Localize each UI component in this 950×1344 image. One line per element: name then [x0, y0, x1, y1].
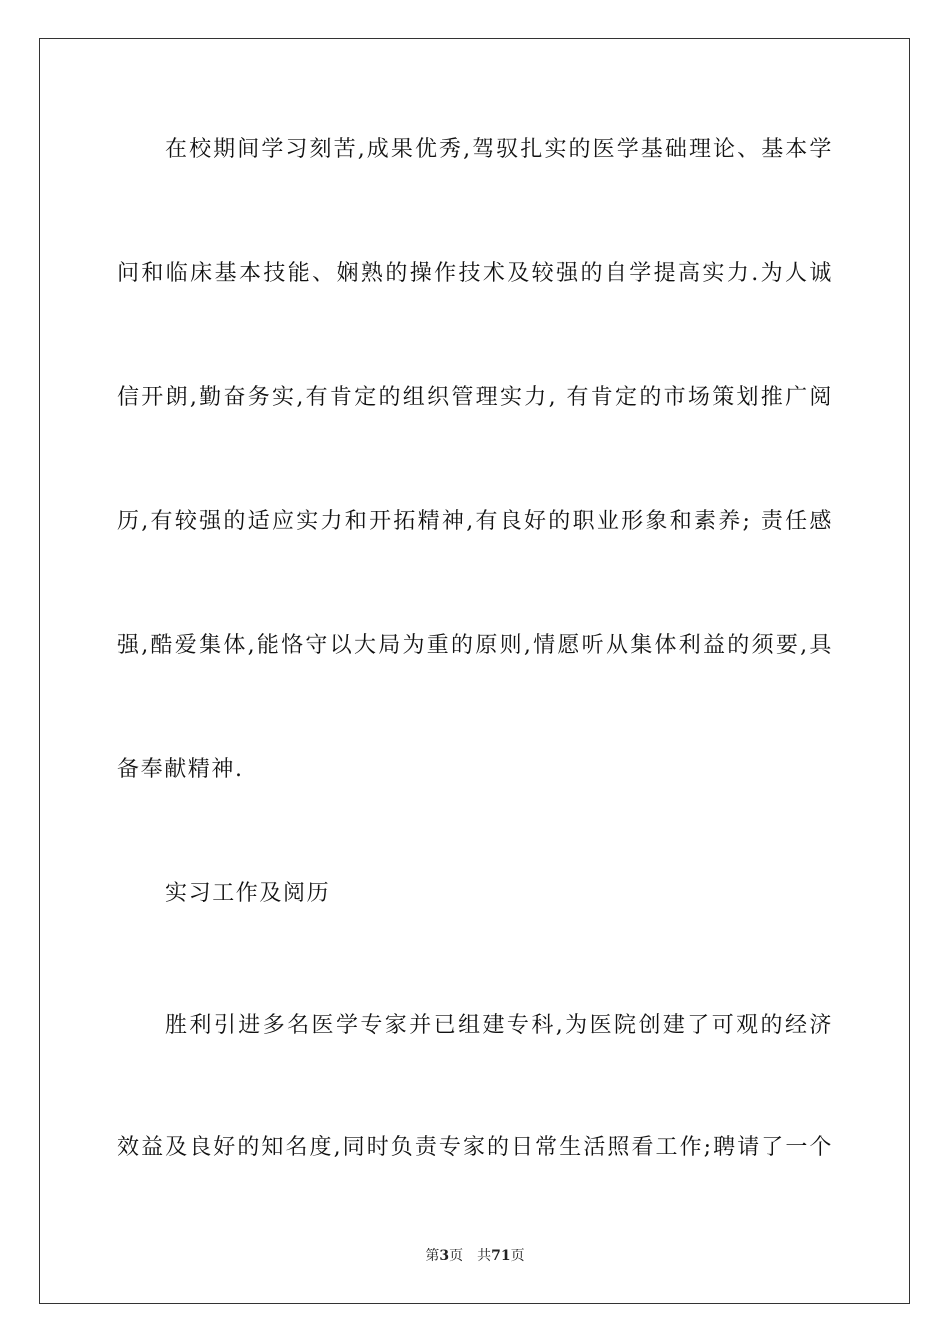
page-footer: [0, 1247, 950, 1265]
paragraph-line-4: 历,有较强的适应实力和开拓精神,有良好的职业形象和素养; 责任感: [117, 509, 833, 534]
paragraph-line-3: 信开朗,勤奋务实,有肯定的组织管理实力, 有肯定的市场策划推广阅: [117, 385, 833, 410]
section-heading: 实习工作及阅历: [165, 881, 331, 906]
footer-total-suffix: 页: [510, 1248, 525, 1264]
paragraph-line-1: 在校期间学习刻苦,成果优秀,驾驭扎实的医学基础理论、基本学: [165, 137, 833, 162]
paragraph-line-7: 胜利引进多名医学专家并已组建专科,为医院创建了可观的经济: [165, 1013, 833, 1038]
paragraph-line-5: 强,酷爱集体,能恪守以大局为重的原则,情愿听从集体利益的须要,具: [117, 633, 833, 658]
footer-page-number: 3: [439, 1248, 450, 1264]
paragraph-line-8: 效益及良好的知名度,同时负责专家的日常生活照看工作;聘请了一个: [117, 1135, 833, 1160]
paragraph-line-2: 问和临床基本技能、娴熟的操作技术及较强的自学提高实力.为人诚: [117, 261, 833, 286]
footer-page-prefix: 第: [425, 1248, 440, 1264]
footer-total-number: 71: [491, 1248, 511, 1264]
footer-page-suffix: 页: [449, 1248, 464, 1264]
paragraph-line-6: 备奉献精神.: [117, 757, 244, 782]
footer-total-prefix: 共: [477, 1248, 492, 1264]
page-border: [39, 38, 910, 1304]
